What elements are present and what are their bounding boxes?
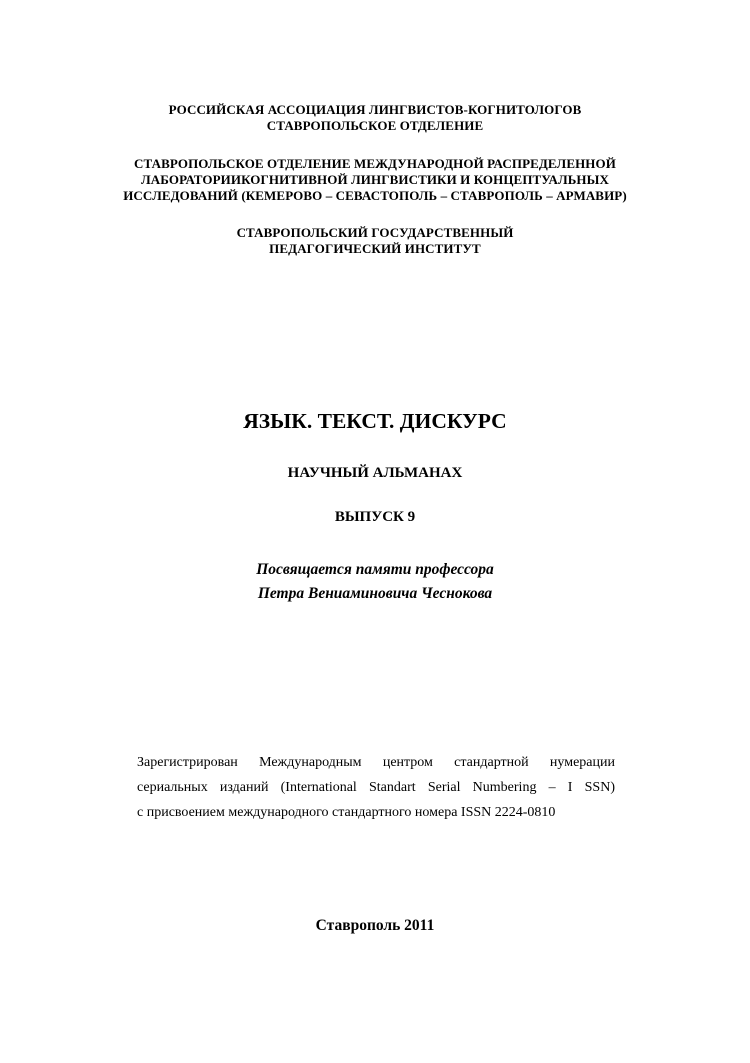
- organization-line: РОССИЙСКАЯ АССОЦИАЦИЯ ЛИНГВИСТОВ-КОГНИТОЛОГОВ: [168, 102, 582, 117]
- registration-notice: [137, 750, 615, 825]
- organization-institute: [0, 225, 750, 257]
- registration-line: сериальных изданий (International Standart Serial Numbering – I SSN): [137, 780, 615, 795]
- dedication-line: Петра Вениаминовича Чеснокова: [257, 585, 493, 602]
- organization-line: ИССЛЕДОВАНИЙ (КЕМЕРОВО – СЕВАСТОПОЛЬ – СТАВРОПОЛЬ – АРМАВИР): [123, 188, 627, 203]
- dedication: [0, 558, 750, 606]
- organization-line: СТАВРОПОЛЬСКОЕ ОТДЕЛЕНИЕ: [266, 118, 484, 133]
- registration-line: Зарегистрирован Международным центром стандартной нумерации: [137, 755, 615, 770]
- issue-number: ВЫПУСК 9: [334, 509, 416, 525]
- organization-line: СТАВРОПОЛЬСКИЙ ГОСУДАРСТВЕННЫЙ: [236, 225, 514, 240]
- document-subtitle: НАУЧНЫЙ АЛЬМАНАХ: [287, 465, 463, 481]
- organization-laboratory: [0, 156, 750, 204]
- organization-line: ЛАБОРАТОРИИКОГНИТИВНОЙ ЛИНГВИСТИКИ И КОНЦЕПТУАЛЬНЫХ: [140, 172, 609, 187]
- registration-line: с присвоением международного стандартного номера ISSN 2224-0810: [137, 805, 556, 820]
- place-and-year: Ставрополь 2011: [315, 917, 435, 934]
- dedication-line: Посвящается памяти профессора: [256, 561, 494, 578]
- organization-line: ПЕДАГОГИЧЕСКИЙ ИНСТИТУТ: [269, 241, 481, 256]
- organization-line: СТАВРОПОЛЬСКОЕ ОТДЕЛЕНИЕ МЕЖДУНАРОДНОЙ РАСПРЕДЕЛЕННОЙ: [134, 156, 616, 171]
- document-title: ЯЗЫК. ТЕКСТ. ДИСКУРС: [243, 409, 507, 433]
- organization-association: [0, 102, 750, 134]
